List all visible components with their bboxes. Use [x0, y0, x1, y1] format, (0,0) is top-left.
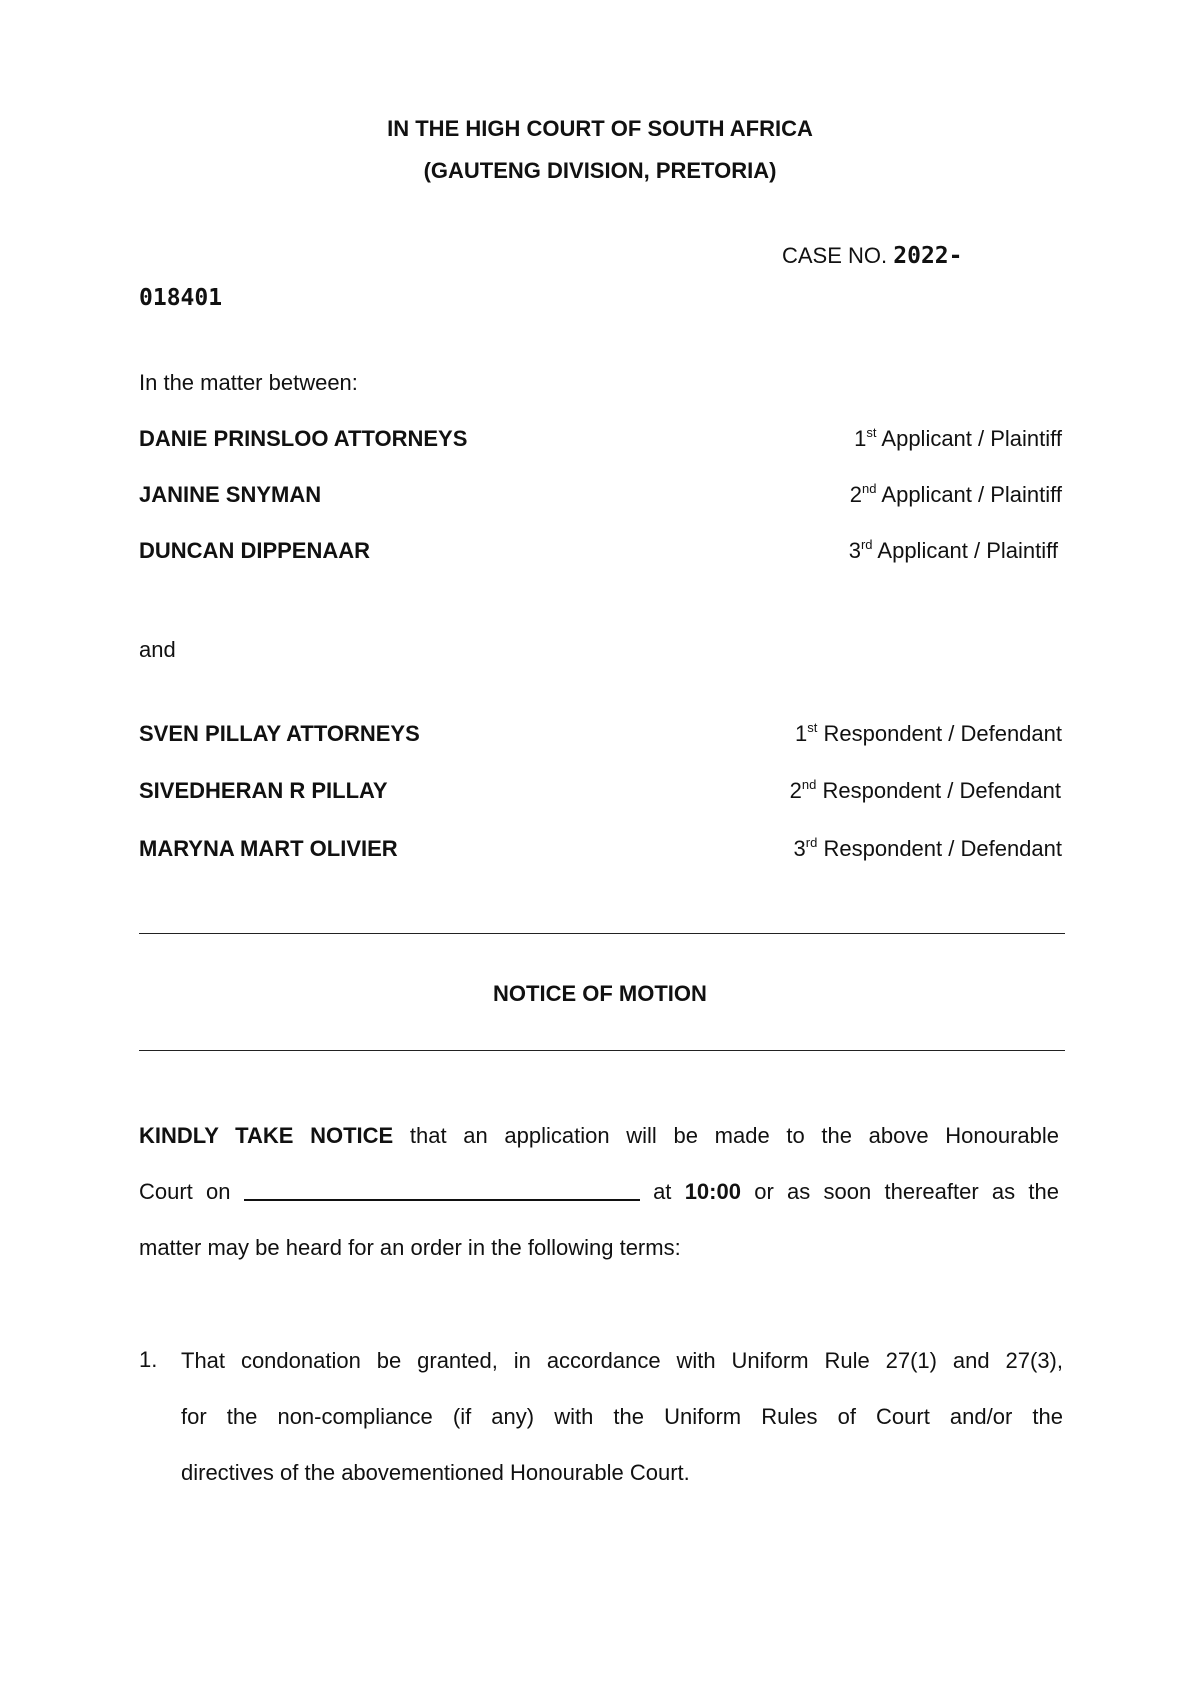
- applicant-2-role: 2nd Applicant / Plaintiff: [849, 481, 1062, 507]
- court-title: IN THE HIGH COURT OF SOUTH AFRICA: [387, 116, 813, 141]
- respondent-2-name: SIVEDHERAN R PILLAY: [139, 778, 388, 803]
- order-line-1: That condonation be granted, in accordance with Uniform Rule 27(1) and 27(3),: [181, 1348, 1063, 1373]
- order-line-2: for the non-compliance (if any) with the Uniform Rules of Court and/or the: [181, 1404, 1063, 1429]
- applicant-1-role: 1st Applicant / Plaintiff: [854, 425, 1062, 451]
- court-division: (GAUTENG DIVISION, PRETORIA): [423, 158, 777, 183]
- notice-line-1: KINDLY TAKE NOTICE that an application will be made to the above Honourable: [139, 1123, 1060, 1148]
- notice-paragraph: [139, 1108, 1059, 1276]
- applicant-3-role: 3rd Applicant / Plaintiff: [848, 537, 1058, 563]
- applicant-3-name: DUNCAN DIPPENAAR: [139, 538, 371, 563]
- order-line-3: directives of the abovementioned Honourable Court.: [181, 1460, 690, 1485]
- title-rule-bottom: [139, 1050, 1065, 1051]
- respondent-1-name: SVEN PILLAY ATTORNEYS: [139, 721, 420, 746]
- notice-line-2: Court on at 10:00 or as soon thereafter as the: [139, 1179, 1059, 1204]
- date-blank-line[interactable]: [244, 1181, 640, 1201]
- title-rule-top: [139, 933, 1065, 934]
- order-item-text: [181, 1333, 1063, 1501]
- respondent-1-role: 1st Respondent / Defendant: [794, 720, 1062, 746]
- respondent-3-role: 3rd Respondent / Defendant: [793, 835, 1062, 861]
- notice-title: NOTICE OF MOTION: [493, 981, 707, 1006]
- order-number: 1.: [139, 1347, 158, 1372]
- matter-intro: In the matter between:: [139, 370, 358, 395]
- notice-line-3: matter may be heard for an order in the following terms:: [139, 1235, 681, 1260]
- case-label: CASE NO.: [782, 243, 888, 268]
- applicant-1-name: DANIE PRINSLOO ATTORNEYS: [139, 426, 468, 451]
- case-number-line: [782, 243, 963, 269]
- applicant-2-name: JANINE SNYMAN: [139, 482, 322, 507]
- case-number-part2: 018401: [139, 285, 223, 311]
- conjunction-and: and: [139, 637, 176, 662]
- case-number-part1: 2022-: [893, 243, 963, 269]
- respondent-2-role: 2nd Respondent / Defendant: [789, 777, 1061, 803]
- respondent-3-name: MARYNA MART OLIVIER: [139, 836, 398, 861]
